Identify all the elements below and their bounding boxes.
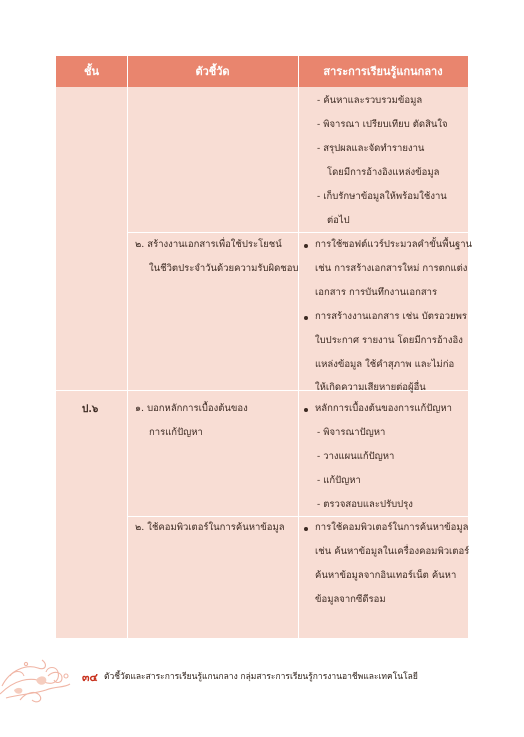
content-line: เช่น ค้นหาข้อมูลในเครื่องคอมพิวเตอร์	[315, 546, 470, 557]
row-divider	[127, 516, 468, 517]
bullet-icon	[304, 244, 308, 248]
content-line: - ค้นหาและรวบรวมข้อมูล	[317, 95, 423, 106]
header-core-content: สาระการเรียนรู้แกนกลาง	[323, 65, 443, 78]
content-line: - พิจารณาปัญหา	[317, 427, 386, 438]
page-number: ๓๔	[82, 671, 98, 684]
content-line: ให้เกิดความเสียหายต่อผู้อื่น	[315, 382, 426, 393]
content-line: - เก็บรักษาข้อมูลให้พร้อมใช้งาน	[317, 191, 447, 202]
table-header	[56, 56, 468, 87]
indicator-line: ๒. สร้างงานเอกสารเพื่อใช้ประโยชน์	[135, 239, 282, 250]
content-line: - ตรวจสอบและปรับปรุง	[317, 499, 413, 510]
bullet-icon	[304, 527, 308, 531]
content-line: เอกสาร การบันทึกงานเอกสาร	[315, 287, 438, 298]
content-line: ข้อมูลจากซีดีรอม	[315, 594, 386, 605]
content-line: แหล่งข้อมูล ใช้คำสุภาพ และไม่ก่อ	[315, 359, 455, 370]
content-line: เช่น การสร้างเอกสารใหม่ การตกแต่ง	[315, 263, 468, 274]
bullet-icon	[304, 408, 308, 412]
header-grade: ชั้น	[84, 65, 99, 78]
row-divider	[127, 232, 468, 233]
indicator-line: ๑. บอกหลักการเบื้องต้นของ	[135, 403, 248, 414]
content-line: ใบประกาศ รายงาน โดยมีการอ้างอิง	[315, 335, 463, 346]
indicator-line: ๒. ใช้คอมพิวเตอร์ในการค้นหาข้อมูล	[135, 522, 285, 533]
content-line: ต่อไป	[327, 215, 350, 226]
column-divider	[127, 56, 128, 638]
content-line: การใช้คอมพิวเตอร์ในการค้นหาข้อมูล	[315, 522, 469, 533]
bullet-icon	[304, 316, 308, 320]
column-divider	[298, 56, 299, 638]
footer-text: ตัวชี้วัดและสาระการเรียนรู้แกนกลาง กลุ่มสาระการเรียนรู้การงานอาชีพและเทคโนโลยี	[104, 672, 418, 682]
content-line: - พิจารณา เปรียบเทียบ ตัดสินใจ	[317, 119, 448, 130]
indicator-line: การแก้ปัญหา	[149, 427, 203, 438]
header-indicator: ตัวชี้วัด	[195, 65, 230, 78]
content-line: ค้นหาข้อมูลจากอินเทอร์เน็ต ค้นหา	[315, 570, 457, 581]
indicator-line: ในชีวิตประจำวันด้วยความรับผิดชอบ	[149, 263, 299, 274]
content-line: การสร้างงานเอกสาร เช่น บัตรอวยพร	[315, 311, 467, 322]
grade-label: ป.๖	[82, 404, 99, 415]
content-line: - วางแผนแก้ปัญหา	[317, 451, 395, 462]
content-line: โดยมีการอ้างอิงแหล่งข้อมูล	[327, 167, 440, 178]
content-line: - แก้ปัญหา	[317, 475, 361, 486]
content-line: หลักการเบื้องต้นของการแก้ปัญหา	[315, 403, 452, 414]
content-line: การใช้ซอฟต์แวร์ประมวลคำขั้นพื้นฐาน	[315, 239, 473, 250]
content-line: - สรุปผลและจัดทำรายงาน	[317, 143, 425, 154]
